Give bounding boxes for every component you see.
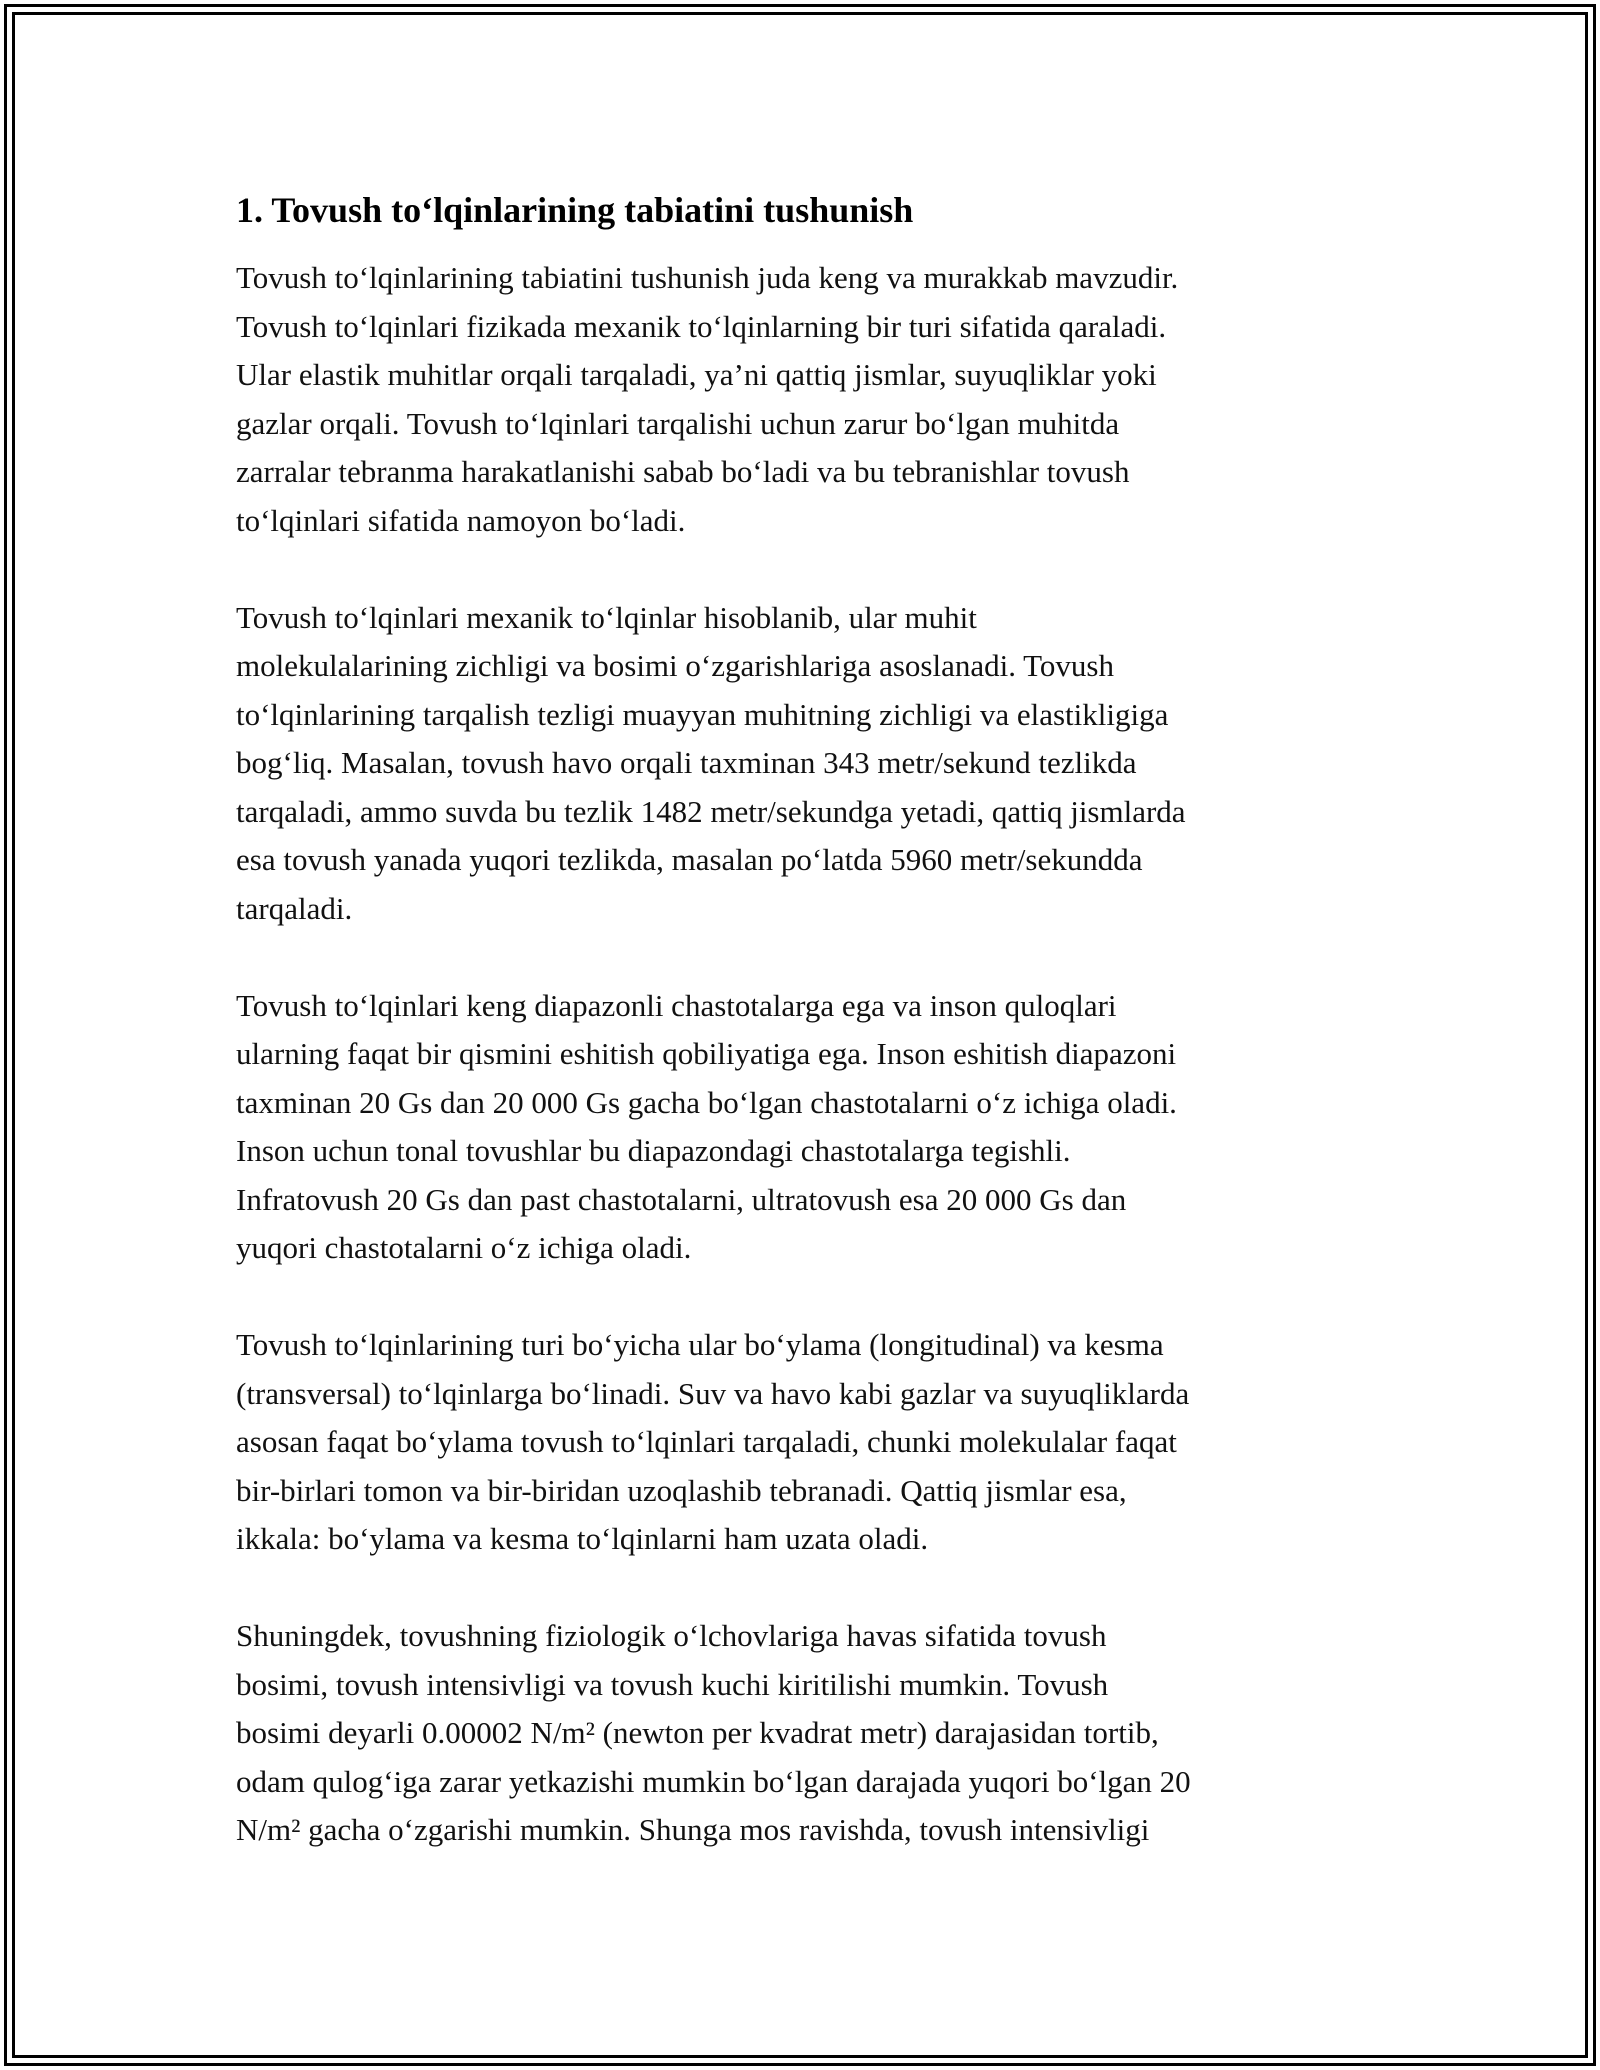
text-line: Shuningdek, tovushning fiziologik oʻlchovlariga havas sifatida tovush bbox=[236, 1618, 1107, 1653]
text-line: ikkala: boʻylama va kesma toʻlqinlarni ham uzata oladi. bbox=[236, 1521, 929, 1556]
text-line: odam qulogʻiga zarar yetkazishi mumkin boʻlgan darajada yuqori boʻlgan 20 bbox=[236, 1763, 1191, 1799]
text-line: bir-birlari tomon va bir-biridan uzoqlashib tebranadi. Qattiq jismlar esa, bbox=[236, 1472, 1127, 1508]
text-line: Tovush toʻlqinlari keng diapazonli chastotalarga ega va inson quloqlari bbox=[236, 987, 1117, 1023]
text-line: molekulalarining zichligi va bosimi oʻzgarishlariga asoslanadi. Tovush bbox=[236, 648, 1114, 683]
text-line: Tovush toʻlqinlari fizikada mexanik toʻlqinlarning bir turi sifatida qaraladi. bbox=[236, 308, 1167, 344]
text-line: ularning faqat bir qismini eshitish qobiliyatiga ega. Inson eshitish diapazoni bbox=[236, 1036, 1177, 1071]
text-line: gazlar orqali. Tovush toʻlqinlari tarqalishi uchun zarur boʻlgan muhitda bbox=[236, 405, 1120, 441]
text-line: yuqori chastotalarni oʻz ichiga oladi. bbox=[236, 1230, 692, 1265]
section-heading: 1. Tovush toʻlqinlarining tabiatini tushunish bbox=[236, 190, 914, 230]
text-line: Infratovush 20 Gs dan past chastotalarni, ultratovush esa 20 000 Gs dan bbox=[236, 1181, 1127, 1217]
text-line: Ular elastik muhitlar orqali tarqaladi, ya’ni qattiq jismlar, suyuqliklar yoki bbox=[236, 357, 1157, 392]
text-line: tarqaladi, ammo suvda bu tezlik 1482 metr/sekundga yetadi, qattiq jismlarda bbox=[236, 793, 1186, 829]
text-line: zarralar tebranma harakatlanishi sabab boʻladi va bu tebranishlar tovush bbox=[236, 454, 1130, 489]
text-line: tarqaladi. bbox=[236, 890, 353, 926]
paragraph-3 bbox=[236, 982, 1386, 1273]
text-line: bosimi, tovush intensivligi va tovush kuchi kiritilishi mumkin. Tovush bbox=[236, 1666, 1109, 1702]
text-line: Tovush toʻlqinlarining turi boʻyicha ular boʻylama (longitudinal) va kesma bbox=[236, 1327, 1164, 1362]
text-line: bogʻliq. Masalan, tovush havo orqali taxminan 343 metr/sekund tezlikda bbox=[236, 745, 1137, 780]
paragraph-1 bbox=[236, 254, 1386, 545]
document-body bbox=[236, 186, 1386, 1903]
text-line: esa tovush yanada yuqori tezlikda, masalan poʻlatda 5960 metr/sekundda bbox=[236, 842, 1143, 877]
text-line: toʻlqinlari sifatida namoyon boʻladi. bbox=[236, 502, 686, 538]
paragraph-2 bbox=[236, 594, 1386, 934]
text-line: Inson uchun tonal tovushlar bu diapazondagi chastotalarga tegishli. bbox=[236, 1133, 1071, 1168]
text-line: bosimi deyarli 0.00002 N/m² (newton per kvadrat metr) darajasidan tortib, bbox=[236, 1715, 1159, 1750]
text-line: taxminan 20 Gs dan 20 000 Gs gacha boʻlgan chastotalarni oʻz ichiga oladi. bbox=[236, 1084, 1177, 1120]
text-line: Tovush toʻlqinlarining tabiatini tushunish juda keng va murakkab mavzudir. bbox=[236, 260, 1179, 295]
paragraph-5 bbox=[236, 1612, 1386, 1855]
paragraph-4 bbox=[236, 1321, 1386, 1564]
text-line: (transversal) toʻlqinlarga boʻlinadi. Suv va havo kabi gazlar va suyuqliklarda bbox=[236, 1375, 1190, 1411]
text-line: Tovush toʻlqinlari mexanik toʻlqinlar hisoblanib, ular muhit bbox=[236, 599, 977, 635]
text-line: toʻlqinlarining tarqalish tezligi muayyan muhitning zichligi va elastikligiga bbox=[236, 696, 1169, 732]
text-line: asosan faqat boʻylama tovush toʻlqinlari tarqaladi, chunki molekulalar faqat bbox=[236, 1424, 1177, 1459]
text-line: N/m² gacha oʻzgarishi mumkin. Shunga mos ravishda, tovush intensivligi bbox=[236, 1812, 1150, 1847]
